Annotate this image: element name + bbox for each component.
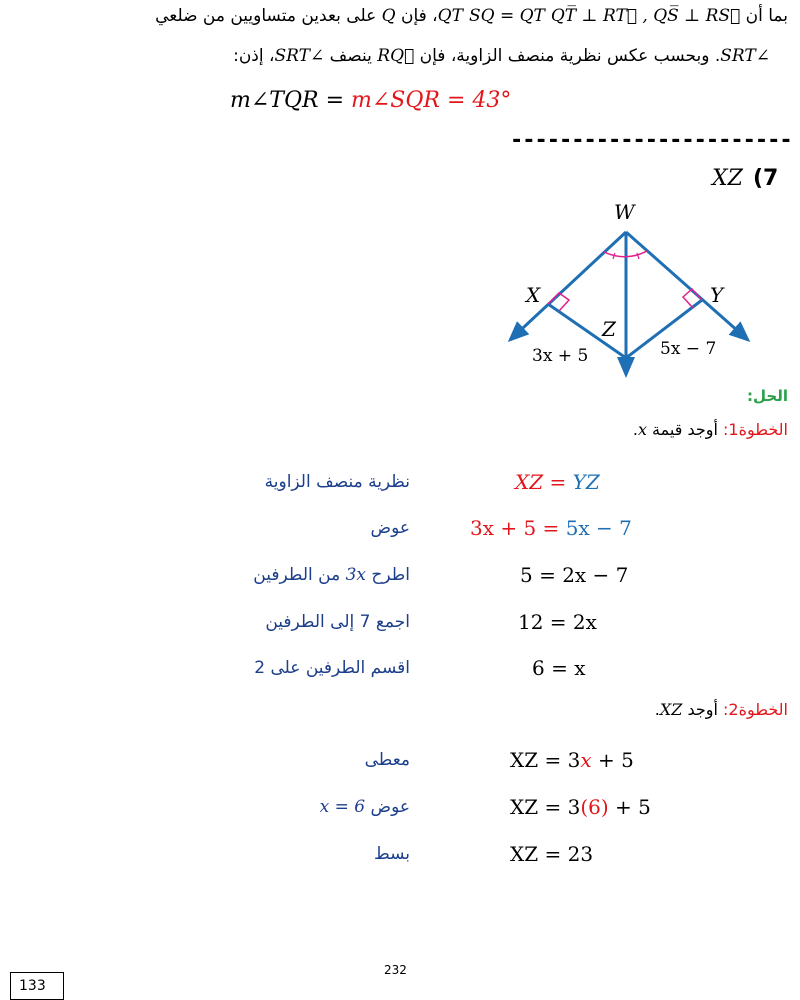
step1-end: . — [632, 420, 638, 439]
step1-eq-4: 12 = 2x — [518, 610, 597, 634]
separator-line: ----------------------- — [510, 128, 792, 153]
intro-text: بما أن — [740, 6, 788, 26]
step2-eq-1: XZ = 3x + 5 — [510, 748, 634, 772]
step1-label: الخطوة1: — [723, 420, 788, 439]
step1-var: x — [637, 420, 647, 439]
intro-math: QT̅ ⊥ RT⃗ , QS̅ ⊥ RS⃗ — [550, 6, 741, 26]
intro-text: ينصف — [324, 46, 378, 66]
conclusion-equation — [230, 88, 511, 113]
step2-eq-2: XZ = 3(6) + 5 — [510, 795, 651, 819]
intro-text: على بعدين متساويين من ضلعي — [155, 6, 382, 26]
intro-line-1 — [2, 6, 788, 26]
solution-title: الحل: — [747, 387, 788, 405]
step1-reason-5: اقسم الطرفين على 2 — [254, 658, 410, 678]
step1-reason-1: نظرية منصف الزاوية — [264, 472, 410, 492]
intro-math: ∠SRT — [720, 46, 770, 66]
conclusion-lhs: m∠TQR = — [230, 88, 351, 113]
intro-math: RQ⃗ — [377, 46, 415, 66]
step1-reason-3: اطرح 3x من الطرفين — [253, 565, 410, 585]
step2-heading — [655, 700, 788, 719]
step2-var: XZ — [659, 700, 683, 719]
intro-text: . وبحسب عكس نظرية منصف الزاوية، فإن — [414, 46, 721, 66]
step1-reason-2: عوض — [370, 518, 410, 538]
intro-math: QT — [437, 6, 463, 26]
label-z: Z — [602, 317, 616, 341]
conclusion-rhs: m∠SQR = 43° — [351, 88, 512, 113]
label-left-expr: 3x + 5 — [532, 346, 589, 366]
step1-eq-1: XZ = YZ — [515, 470, 600, 494]
step2-end: . — [654, 700, 660, 719]
intro-line-2 — [10, 46, 770, 66]
intro-text: ، فإن — [395, 6, 438, 26]
step1-heading — [633, 420, 788, 439]
page-box-number: 133 — [10, 972, 64, 1000]
ray-wy — [626, 232, 748, 340]
step1-reason-4: اجمع 7 إلى الطرفين — [265, 612, 410, 632]
intro-text: ، إذن: — [233, 46, 275, 66]
intro-math: Q — [381, 6, 396, 26]
step1-eq-3: 5 = 2x − 7 — [520, 563, 629, 587]
intro-math: ∠SRT — [274, 46, 325, 66]
label-y: Y — [710, 283, 724, 307]
step2-reason-3: بسط — [373, 844, 410, 864]
step2-text: أوجد — [682, 700, 723, 719]
problem-heading — [712, 166, 778, 191]
label-right-expr: 5x − 7 — [660, 339, 717, 359]
step2-reason-2: عوض x = 6 — [319, 797, 410, 817]
step1-eq-5: 6 = x — [532, 656, 586, 680]
step2-label: الخطوة2: — [723, 700, 788, 719]
label-x: X — [526, 283, 541, 307]
step2-reason-1: معطى — [364, 750, 410, 770]
page-number: 232 — [384, 963, 407, 977]
step1-text: أوجد قيمة — [646, 420, 723, 439]
step1-eq-2: 3x + 5 = 5x − 7 — [470, 516, 632, 540]
problem-number: (7 — [752, 166, 779, 191]
label-w: W — [614, 200, 635, 224]
intro-math: SQ = QT — [468, 6, 545, 26]
angle-bisector-figure — [490, 190, 760, 390]
step2-eq-3: XZ = 23 — [510, 842, 594, 866]
problem-target: XZ — [712, 166, 743, 191]
